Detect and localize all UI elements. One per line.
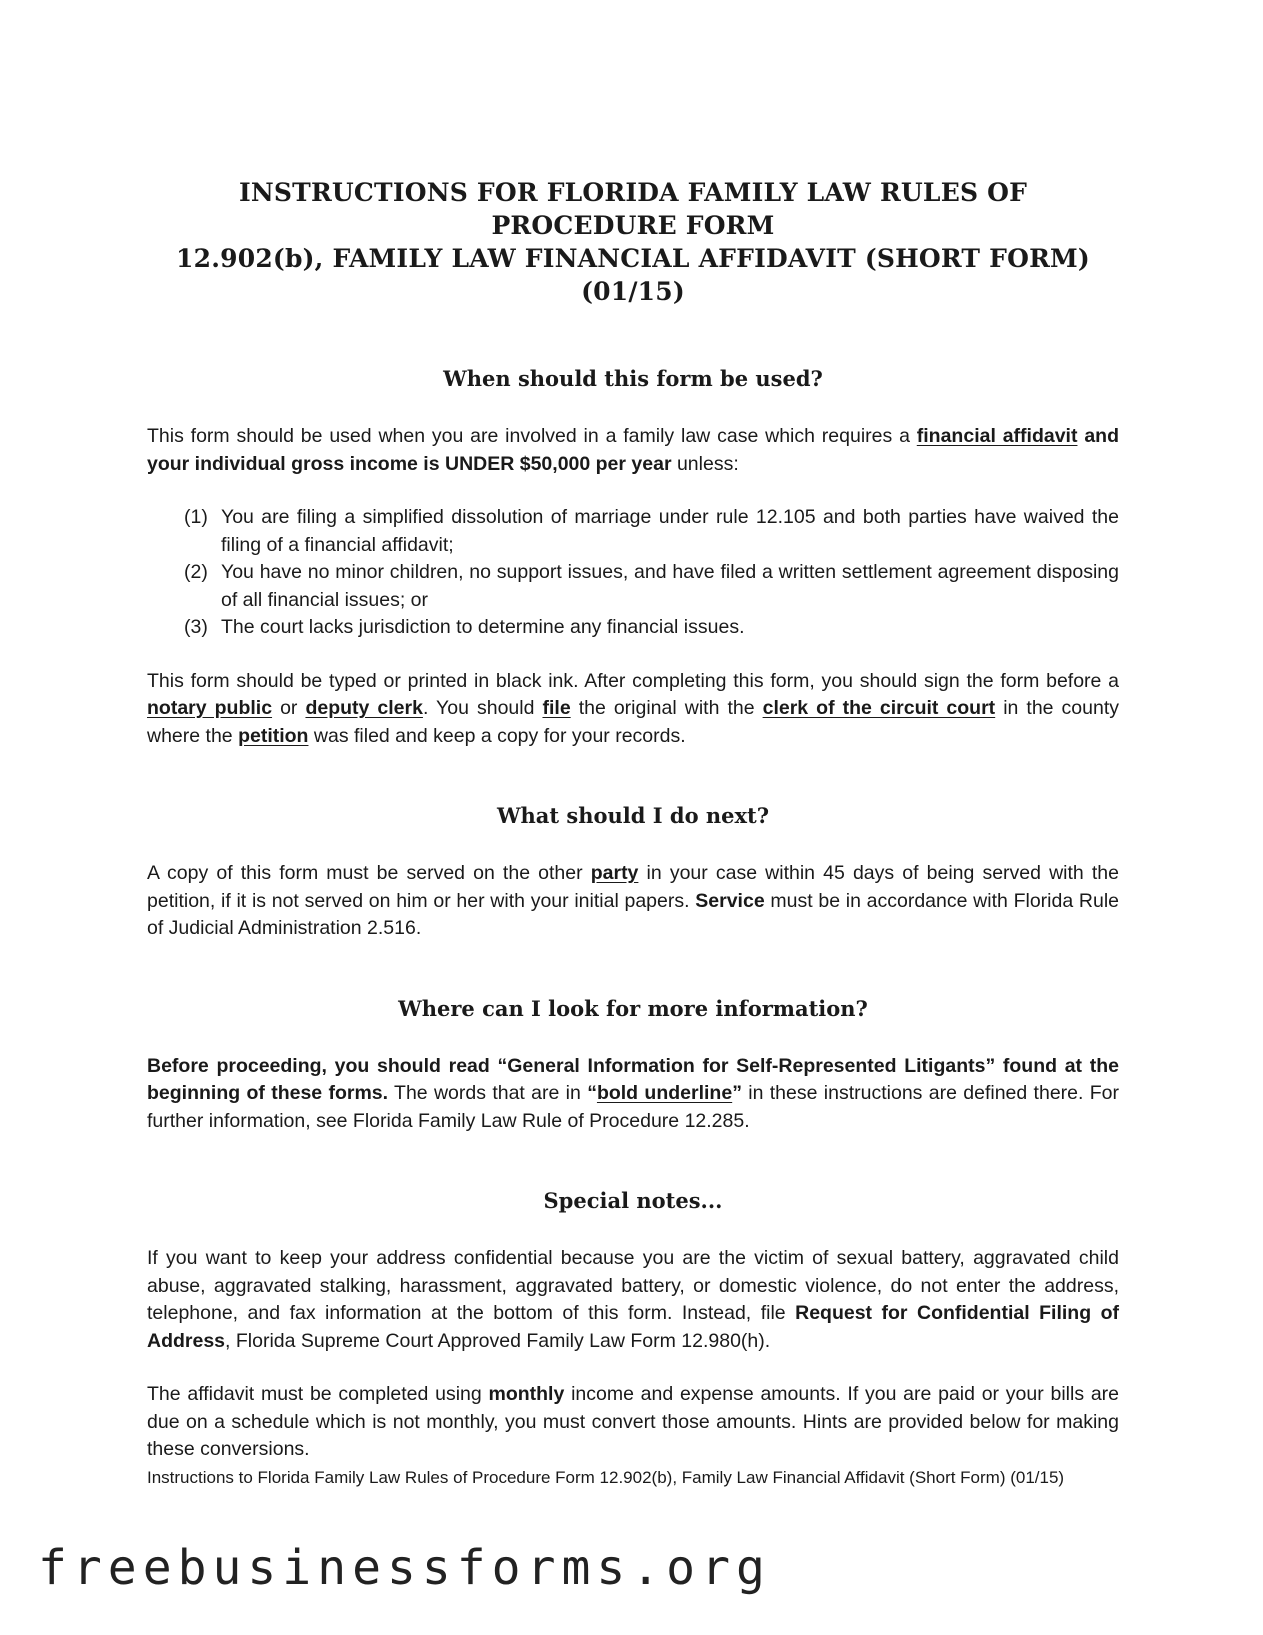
list-item xyxy=(184,504,1119,559)
text-run: This form should be typed or printed in black ink. After completing this form, you should sign the form before a xyxy=(147,669,1119,692)
defined-term-clerk-of-circuit-court: clerk of the circuit court xyxy=(762,697,996,719)
list-item xyxy=(184,614,1119,642)
text-run: was filed and keep a copy for your records. xyxy=(308,724,686,747)
heading-more-information: Where can I look for more information? xyxy=(398,995,868,1021)
defined-term-file: file xyxy=(542,697,571,719)
list-item-number: (3) xyxy=(184,616,208,638)
paragraph-filing-instructions xyxy=(147,668,1119,751)
list-item-text: The court lacks jurisdiction to determine any financial issues. xyxy=(221,616,745,638)
text-run: The words that are in xyxy=(388,1082,588,1104)
bold-general-information-notice: Before proceeding, you should read “General Information for Self-Represented Litigants” found at the beginning of these forms. xyxy=(147,1054,1119,1104)
text-run: . You should xyxy=(422,697,543,719)
text-run: This form should be used when you are involved in a family law case which requires a xyxy=(147,425,917,447)
defined-term-financial-affidavit: financial affidavit xyxy=(916,425,1078,447)
document-content xyxy=(147,176,1119,1489)
heading-when-used: When should this form be used? xyxy=(443,366,823,391)
defined-term-deputy-clerk: deputy clerk xyxy=(305,697,423,719)
text-run: or xyxy=(272,697,306,719)
text-run: The affidavit must be completed using xyxy=(147,1383,489,1405)
list-item xyxy=(184,559,1119,614)
quote-mark: “ xyxy=(587,1082,597,1104)
text-run: the original with the xyxy=(570,697,763,719)
defined-term-petition: petition xyxy=(238,724,309,747)
paragraph-what-next xyxy=(147,860,1119,943)
paragraph-confidential-address xyxy=(147,1245,1119,1355)
text-run: , Florida Supreme Court Approved Family Law Form 12.980(h). xyxy=(225,1329,771,1352)
bold-confidential-filing-form: Request for Confidential Filing of Address xyxy=(147,1302,1119,1352)
bold-service: Service xyxy=(695,889,765,912)
text-run: If you want to keep your address confidential because you are the victim of sexual battery, aggravated child abuse, aggravated stalking, harassment, aggravated battery, or domestic violence, do not enter the address, telephone, and fax information at the bottom of this form. Instead, file xyxy=(147,1247,1119,1324)
quote-mark: ” xyxy=(732,1082,742,1104)
list-item-text: You have no minor children, no support issues, and have filed a written settlement agreement disposing of all financial issues; or xyxy=(221,561,1119,611)
text-run: in these instructions are defined there. For further information, see Florida Family Law Rule of Procedure 12.285. xyxy=(147,1082,1119,1132)
title-line-2: 12.902(b), FAMILY LAW FINANCIAL AFFIDAVIT (SHORT FORM) (01/15) xyxy=(176,244,1090,306)
text-run: in the county where the xyxy=(147,697,1120,747)
document-title xyxy=(147,176,1119,308)
title-line-1: INSTRUCTIONS FOR FLORIDA FAMILY LAW RULES OF PROCEDURE FORM xyxy=(238,178,1028,240)
text-run: A copy of this form must be served on the other xyxy=(147,862,591,884)
paragraph-more-information xyxy=(147,1053,1119,1136)
page-footer: Instructions to Florida Family Law Rules of Procedure Form 12.902(b), Family Law Financial Affidavit (Short Form) (01/15) xyxy=(147,1467,1065,1487)
defined-term-party: party xyxy=(590,862,639,884)
list-item-number: (1) xyxy=(184,506,208,528)
defined-term-bold-underline: bold underline xyxy=(596,1082,733,1104)
heading-what-next: What should I do next? xyxy=(496,803,770,828)
paragraph-when-used xyxy=(147,423,1119,478)
text-run: in your case within 45 days of being served with the petition, if it is not served on him or her with your initial papers. xyxy=(147,862,1119,912)
bold-monthly: monthly xyxy=(488,1383,565,1405)
text-run: must be in accordance with Florida Rule of Judicial Administration 2.516. xyxy=(147,889,1120,939)
list-item-text: You are filing a simplified dissolution of marriage under rule 12.105 and both parties have waived the filing of a financial affidavit; xyxy=(221,506,1119,556)
paragraph-monthly-amounts xyxy=(147,1381,1119,1464)
heading-special-notes: Special notes... xyxy=(543,1188,723,1213)
exception-list xyxy=(147,504,1119,642)
text-run: income and expense amounts. If you are paid or your bills are due on a schedule which is not monthly, you must convert those amounts. Hints are provided below for making these conversions. xyxy=(147,1383,1120,1460)
defined-term-notary-public: notary public xyxy=(147,697,273,719)
watermark: freebusinessforms.org xyxy=(38,1540,771,1596)
bold-income-condition: and your individual gross income is UNDER $50,000 per year xyxy=(147,425,1119,475)
list-item-number: (2) xyxy=(184,561,208,583)
text-run: unless: xyxy=(671,452,739,475)
